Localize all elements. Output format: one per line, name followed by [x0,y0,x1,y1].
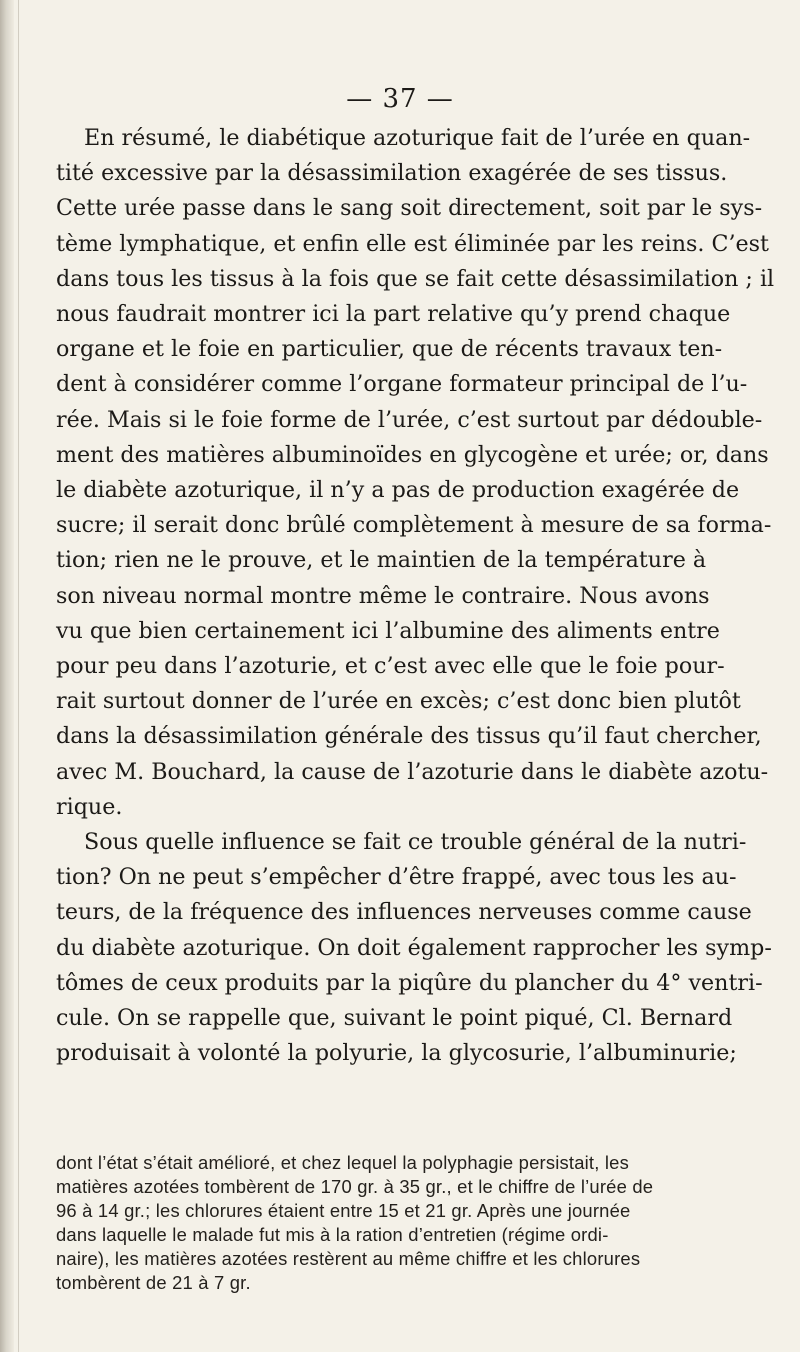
paragraph-2-line-2: tion? On ne peut s’empêcher d’être frappé, avec tous les au- [56,864,737,891]
footnote-line-5: naire), les matières azotées restèrent au même chiffre et les chlorures [56,1248,641,1269]
paragraph-1-line-7: organe et le foie en particulier, que de récents travaux ten- [56,336,723,363]
paragraph-1-line-5: dans tous les tissus à la fois que se fait cette désassimilation ; il [56,265,775,292]
footnote [56,1151,772,1295]
footnote-line-4: dans laquelle le malade fut mis à la ration d’entretien (régime ordi- [56,1224,609,1245]
paragraph-2-line-5: tômes de ceux produits par la piqûre du plancher du 4° ventri- [56,969,763,996]
paragraph-1-line-1: En résumé, le diabétique azoturique fait de l’urée en quan- [84,125,751,151]
page-binding-shadow [0,0,14,1352]
paragraph-1-line-9: rée. Mais si le foie forme de l’urée, c’est surtout par dédouble- [56,406,763,433]
footnote-line-3: 96 à 14 gr.; les chlorures étaient entre 15 et 21 gr. Après une journée [56,1200,631,1221]
paragraph-1-line-16: pour peu dans l’azoturie, et c’est avec elle que le foie pour- [56,653,725,680]
paragraph-2-line-3: teurs, de la fréquence des influences nerveuses comme cause [56,899,752,926]
page-binding-line [18,0,19,1352]
paragraph-1-line-8: dent à considérer comme l’organe formateur principal de l’u- [56,371,748,398]
footnote-line-2: matières azotées tombèrent de 170 gr. à 35 gr., et le chiffre de l’urée de [56,1176,654,1197]
paragraph-1-line-10: ment des matières albuminoïdes en glycogène et urée; or, dans [56,441,769,468]
footnote-line-6: tombèrent de 21 à 7 gr. [56,1272,251,1293]
paragraph-1-line-20: rique. [56,793,123,820]
paragraph-1-line-12: sucre; il serait donc brûlé complètement à mesure de sa forma- [56,512,772,539]
paragraph-1-line-19: avec M. Bouchard, la cause de l’azoturie dans le diabète azotu- [56,758,769,785]
paragraph-1-line-11: le diabète azoturique, il n’y a pas de production exagérée de [56,477,740,504]
paragraph-1-line-13: tion; rien ne le prouve, et le maintien de la température à [56,547,707,574]
paragraph-1-line-3: Cette urée passe dans le sang soit directement, soit par le sys- [56,195,763,222]
paragraph-2-line-6: cule. On se rappelle que, suivant le point piqué, Cl. Bernard [56,1005,733,1032]
paragraph-2-line-7: produisait à volonté la polyurie, la glycosurie, l’albuminurie; [56,1040,737,1067]
paragraph-1-line-18: dans la désassimilation générale des tissus qu’il faut chercher, [56,723,762,750]
paragraph-1-line-15: vu que bien certainement ici l’albumine des aliments entre [56,617,720,644]
paragraph-1-line-17: rait surtout donner de l’urée en excès; c’est donc bien plutôt [56,688,741,715]
paragraph-2-line-1: Sous quelle influence se fait ce trouble général de la nutri- [84,829,747,856]
paragraph-1-line-14: son niveau normal montre même le contraire. Nous avons [56,582,710,609]
paragraph-1-line-4: tème lymphatique, et enfin elle est éliminée par les reins. C’est [56,230,769,257]
page-number: — 37 — [346,84,454,114]
paragraph-2-line-4: du diabète azoturique. On doit également rapprocher les symp- [56,934,772,961]
main-text [56,121,775,1071]
paragraph-1-line-6: nous faudrait montrer ici la part relative qu’y prend chaque [56,301,731,328]
footnote-line-1: dont l’état s’était amélioré, et chez lequel la polyphagie persistait, les [56,1152,629,1173]
paragraph-1-line-2: tité excessive par la désassimilation exagérée de ses tissus. [56,160,728,187]
